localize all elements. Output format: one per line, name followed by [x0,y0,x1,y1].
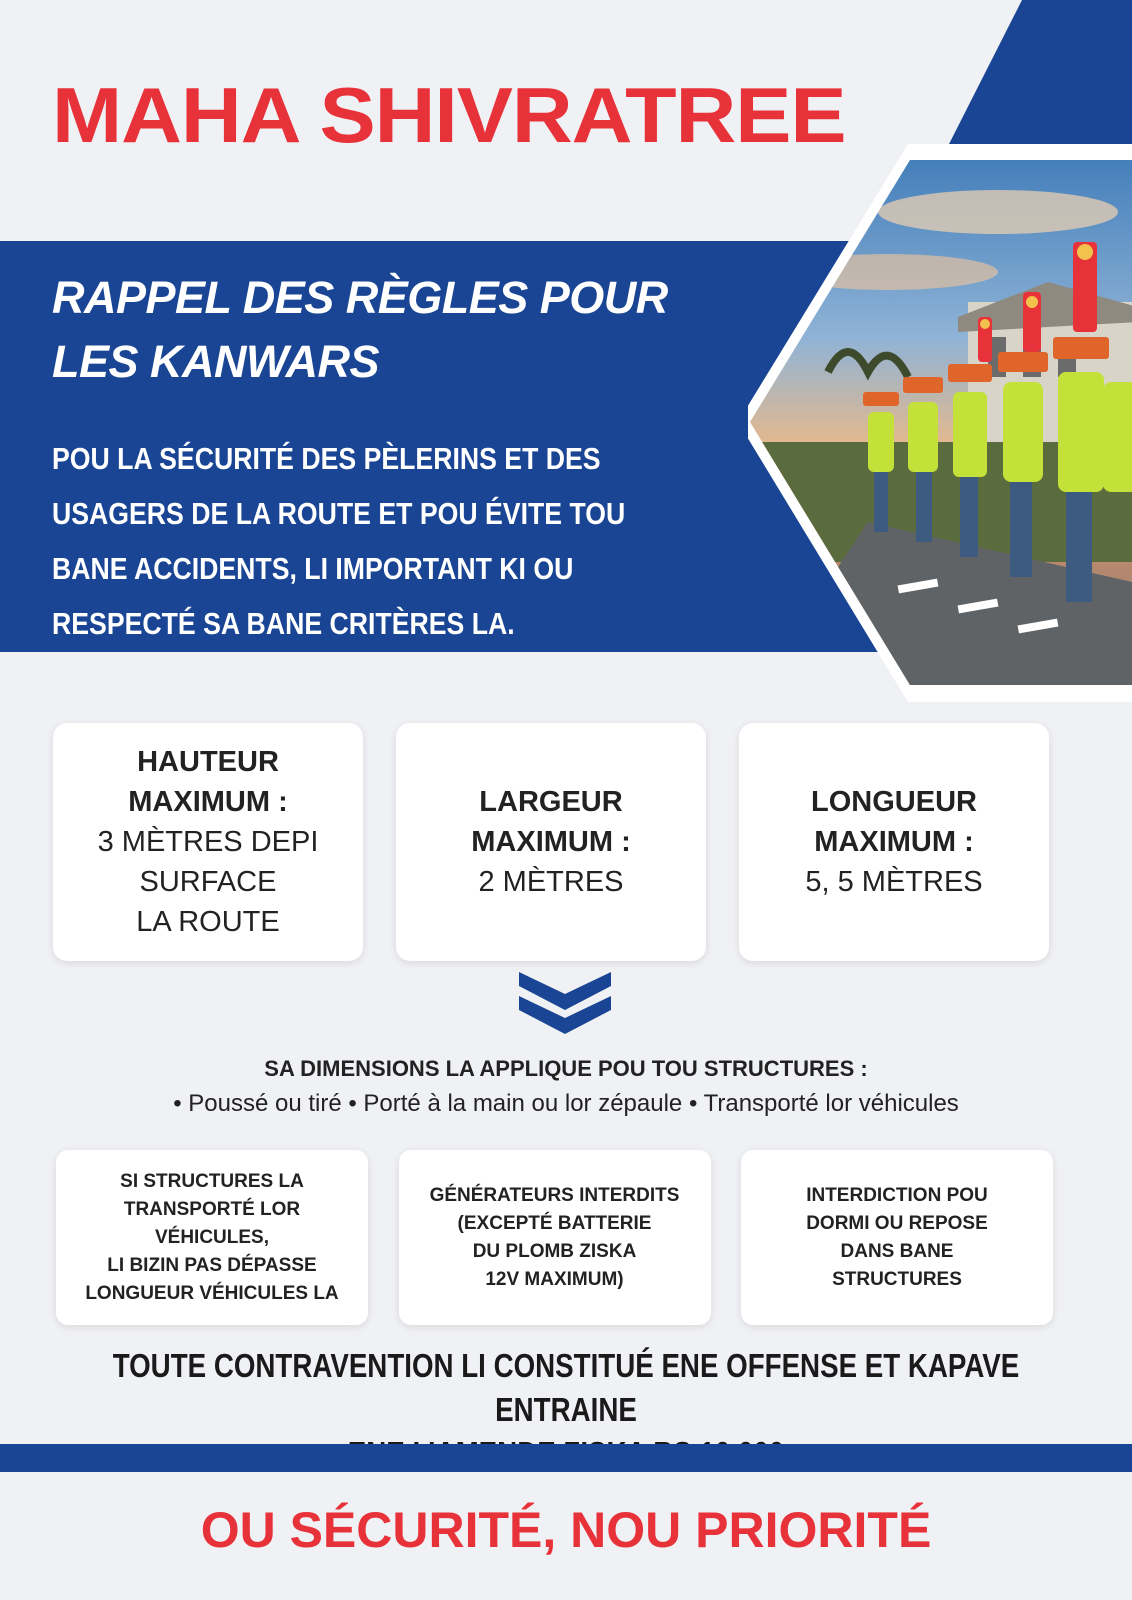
height-label-2: MAXIMUM : [128,786,288,818]
length-card [739,723,1049,961]
generator-rule-card: GÉNÉRATEURS INTERDITS (EXCEPTÉ BATTERIE DU PLOMB ZISKA 12V MAXIMUM) [399,1150,711,1325]
width-label-1: LARGEUR [479,786,623,818]
sleep-rule-card: INTERDICTION POU DORMI OU REPOSE DANS BANE STRUCTURES [741,1150,1053,1325]
dimension-cards [53,723,1049,961]
kanwar-pilgrims-photo [748,142,1132,702]
height-card [53,723,363,961]
penalty-notice: TOUTE CONTRAVENTION LI CONSTITUÉ ENE OFFENSE ET KAPAVE ENTRAINE [112,1347,1020,1428]
height-value-1: 3 MÈTRES DEPI [97,826,319,858]
intro-text: POU LA SÉCURITÉ DES PÈLERINS ET DES USAGERS DE LA ROUTE ET POU ÉVITE TOU BANE ACCIDENTS, LI IMPORTANT KI OU RESPECTÉ SA BANE CRITÈRES LA. [52,441,626,641]
width-label-2: MAXIMUM : [471,826,631,858]
vehicle-rule-card: SI STRUCTURES LA TRANSPORTÉ LOR VÉHICULES, LI BIZIN PAS DÉPASSE LONGUEUR VÉHICULES LA [56,1150,368,1325]
main-title: MAHA SHIVRATREE [52,71,846,159]
height-value-2: SURFACE [139,866,277,898]
length-label-1: LONGUEUR [811,786,977,818]
subtitle-line-2: LES KANWARS [52,336,380,387]
rule-cards [56,1150,1053,1325]
banner-text [52,266,752,651]
footer-slogan: OU SÉCURITÉ, NOU PRIORITÉ [200,1502,932,1558]
applies-list: • Poussé ou tiré • Porté à la main ou lor zépaule • Transporté lor véhicules [173,1090,959,1117]
width-card [396,723,706,961]
length-value-1: 5, 5 MÈTRES [805,866,983,898]
height-label-1: HAUTEUR [137,746,279,778]
width-value-1: 2 MÈTRES [478,866,624,898]
blue-divider [0,1444,1132,1472]
subtitle [52,266,752,394]
double-chevron-down-icon [519,972,611,1034]
height-value-3: LA ROUTE [136,906,280,938]
length-label-2: MAXIMUM : [814,826,974,858]
applies-title: SA DIMENSIONS LA APPLIQUE POU TOU STRUCTURES : [264,1056,868,1081]
subtitle-line-1: RAPPEL DES RÈGLES POUR [52,272,668,323]
